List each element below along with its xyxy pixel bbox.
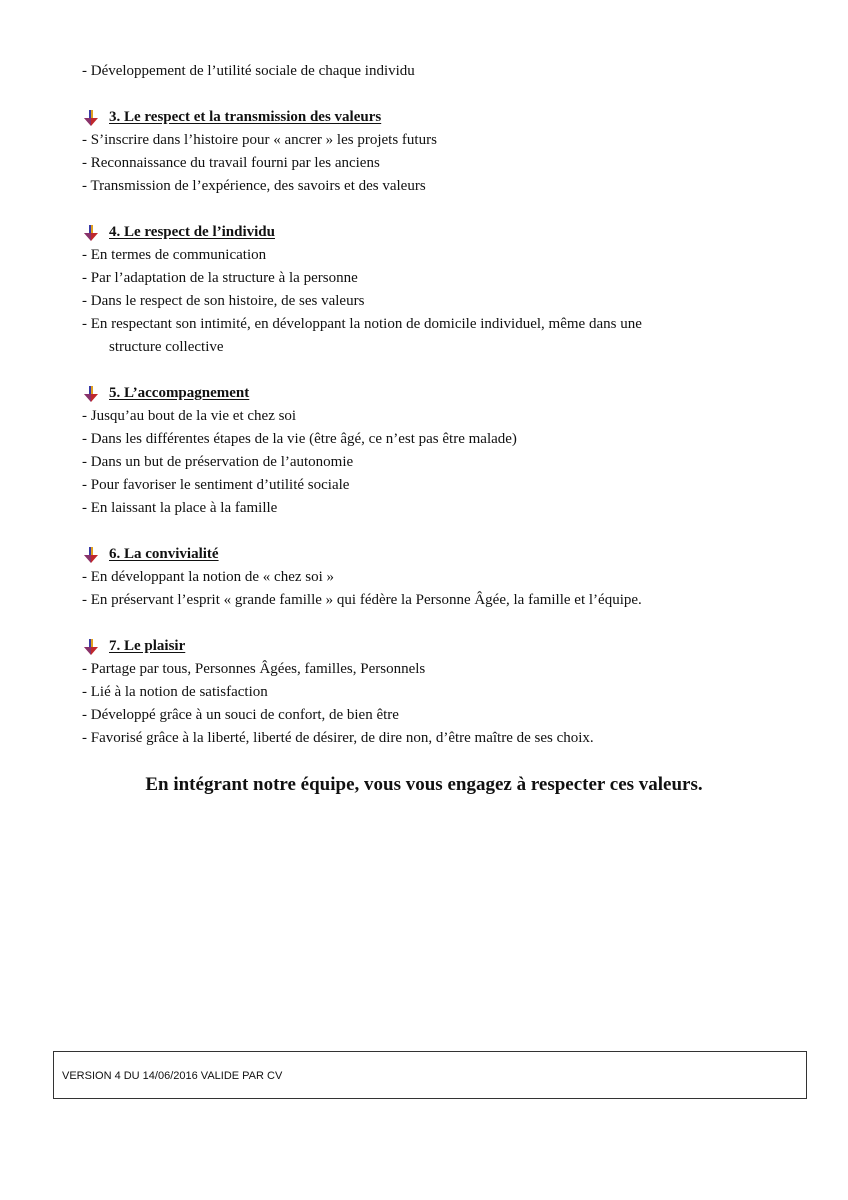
section-title: 3. Le respect et la transmission des valeurs (109, 109, 382, 125)
section-title: 6. La convivialité (109, 546, 219, 562)
list-item: - Lié à la notion de satisfaction (82, 684, 268, 700)
section-heading-7 (82, 635, 782, 658)
list-item: - Développement de l’utilité sociale de chaque individu (82, 63, 415, 79)
footer-box (53, 1051, 807, 1099)
down-arrow-bullet-icon (84, 547, 98, 563)
section-heading-4 (82, 221, 782, 244)
section-heading-6 (82, 543, 782, 566)
list-item: - En laissant la place à la famille (82, 500, 278, 516)
list-item: - Par l’adaptation de la structure à la personne (82, 270, 358, 286)
section-heading-5 (82, 382, 782, 405)
list-item: - En termes de communication (82, 247, 267, 263)
list-item: - En préservant l’esprit « grande famille » qui fédère la Personne Âgée, la famille et l’équipe. (82, 592, 642, 608)
list-item: - En développant la notion de « chez soi » (82, 569, 335, 585)
list-item: - Dans un but de préservation de l’autonomie (82, 454, 354, 470)
version-footer: VERSION 4 DU 14/06/2016 VALIDE PAR CV (62, 1070, 283, 1082)
list-item: - Développé grâce à un souci de confort, de bien être (82, 707, 399, 723)
list-item-continuation: structure collective (109, 339, 224, 355)
down-arrow-bullet-icon (84, 225, 98, 241)
list-item: - Partage par tous, Personnes Âgées, familles, Personnels (82, 661, 426, 677)
section-title: 5. L’accompagnement (109, 385, 250, 401)
list-item: - Reconnaissance du travail fourni par les anciens (82, 155, 380, 171)
list-item: - Jusqu’au bout de la vie et chez soi (82, 408, 297, 424)
list-item: - Pour favoriser le sentiment d’utilité sociale (82, 477, 350, 493)
list-item: - Transmission de l’expérience, des savoirs et des valeurs (82, 178, 426, 194)
list-item: - En respectant son intimité, en développant la notion de domicile individuel, même dans une (82, 316, 642, 332)
conclusion-statement: En intégrant notre équipe, vous vous engagez à respecter ces valeurs. (145, 774, 703, 795)
down-arrow-bullet-icon (84, 110, 98, 126)
section-heading-3 (82, 106, 782, 129)
section-title: 4. Le respect de l’individu (109, 224, 275, 240)
down-arrow-bullet-icon (84, 639, 98, 655)
list-item: - Dans les différentes étapes de la vie (être âgé, ce n’est pas être malade) (82, 431, 517, 447)
list-item: - Favorisé grâce à la liberté, liberté de désirer, de dire non, d’être maître de ses choix. (82, 730, 594, 746)
list-item: - Dans le respect de son histoire, de ses valeurs (82, 293, 365, 309)
list-item: - S’inscrire dans l’histoire pour « ancrer » les projets futurs (82, 132, 437, 148)
down-arrow-bullet-icon (84, 386, 98, 402)
document-body (82, 60, 782, 750)
section-title: 7. Le plaisir (109, 638, 186, 654)
